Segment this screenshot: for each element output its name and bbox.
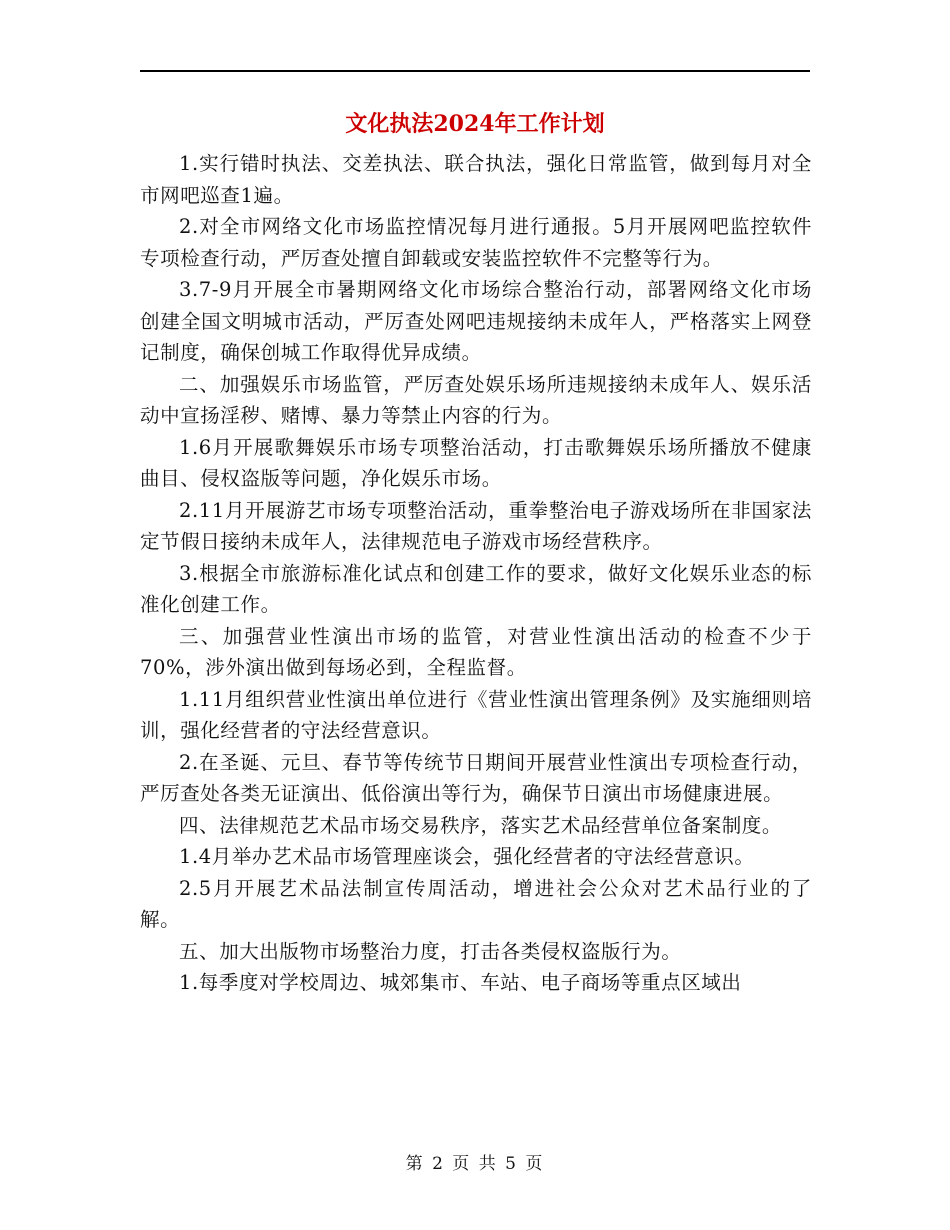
paragraph: 2.在圣诞、元旦、春节等传统节日期间开展营业性演出专项检查行动，严厉查处各类无证演出、低俗演出等行为，确保节日演出市场健康进展。	[140, 750, 812, 805]
paragraph: 3.根据全市旅游标准化试点和创建工作的要求，做好文化娱乐业态的标准化创建工作。	[140, 561, 812, 616]
paragraph: 1.6月开展歌舞娱乐市场专项整治活动，打击歌舞娱乐场所播放不健康曲目、侵权盗版等问题，净化娱乐市场。	[140, 435, 812, 490]
header-rule	[140, 70, 810, 72]
paragraph: 3.7-9月开展全市暑期网络文化市场综合整治行动，部署网络文化市场创建全国文明城市活动，严厉查处网吧违规接纳未成年人，严格落实上网登记制度，确保创城工作取得优异成绩。	[140, 278, 812, 364]
paragraph: 2.对全市网络文化市场监控情况每月进行通报。5月开展网吧监控软件专项检查行动，严厉查处擅自卸载或安装监控软件不完整等行为。	[140, 215, 812, 270]
section-heading-paragraph: 五、加大出版物市场整治力度，打击各类侵权盗版行为。	[179, 939, 682, 963]
section-heading-paragraph: 四、法律规范艺术品市场交易秩序，落实艺术品经营单位备案制度。	[179, 813, 783, 837]
paragraph: 1.4月举办艺术品市场管理座谈会，强化经营者的守法经营意识。	[179, 845, 755, 868]
paragraph: 1.每季度对学校周边、城郊集市、车站、电子商场等重点区域出	[179, 971, 742, 994]
paragraph: 2.5月开展艺术品法制宣传周活动，增进社会公众对艺术品行业的了解。	[140, 876, 812, 931]
section-heading-paragraph: 三、加强营业性演出市场的监管，对营业性演出活动的检查不少于70%，涉外演出做到每场必到，全程监督。	[140, 624, 812, 679]
document-title: 文化执法2024年工作计划	[345, 111, 605, 137]
paragraph: 2.11月开展游艺市场专项整治活动，重拳整治电子游戏场所在非国家法定节假日接纳未成年人，法律规范电子游戏市场经营秩序。	[140, 498, 812, 553]
section-heading-paragraph: 二、加强娱乐市场监管，严厉查处娱乐场所违规接纳未成年人、娱乐活动中宣扬淫秽、赌博、暴力等禁止内容的行为。	[140, 372, 812, 427]
paragraph: 1.实行错时执法、交差执法、联合执法，强化日常监管，做到每月对全市网吧巡查1遍。	[140, 152, 812, 207]
page-number-footer: 第 2 页 共 5 页	[405, 1154, 545, 1174]
paragraph: 1.11月组织营业性演出单位进行《营业性演出管理条例》及实施细则培训，强化经营者的守法经营意识。	[140, 687, 812, 742]
document-body	[140, 148, 812, 999]
